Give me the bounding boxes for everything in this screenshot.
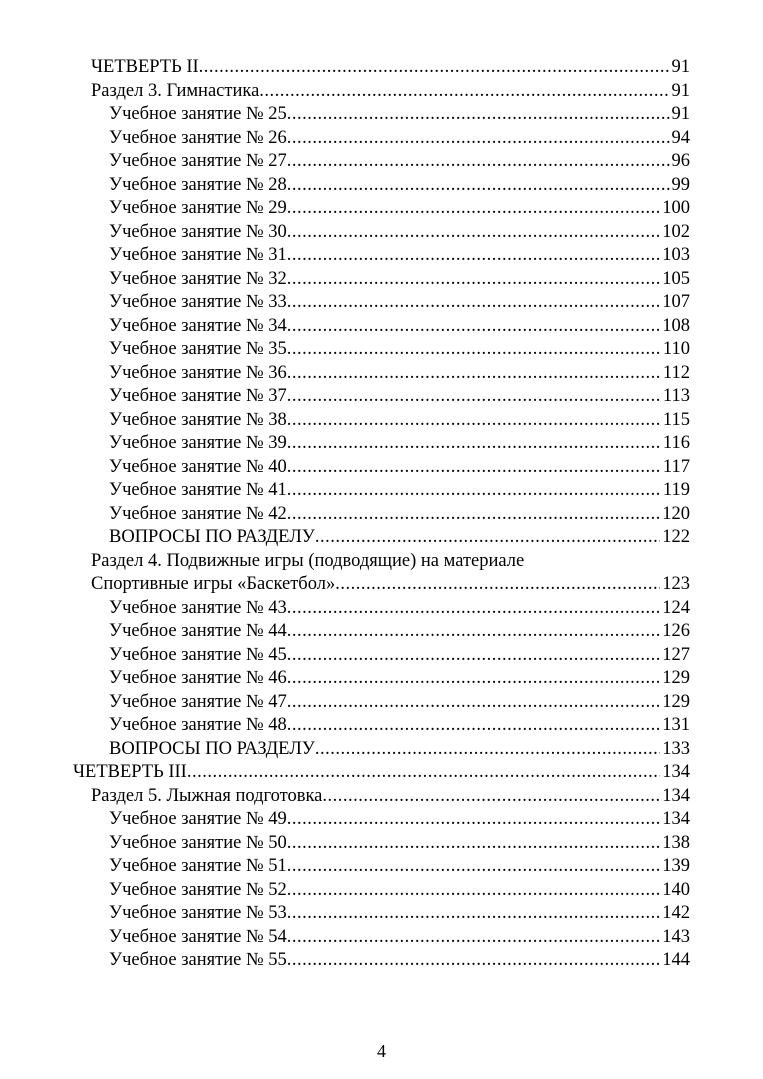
dot-leader (287, 385, 661, 409)
toc-entry (0, 785, 763, 809)
dot-leader (287, 597, 660, 621)
toc-entry (0, 808, 763, 832)
toc-entry-page: 113 (662, 386, 690, 406)
toc-entry-page: 124 (662, 597, 690, 618)
dot-leader (287, 409, 661, 433)
dot-leader (199, 56, 670, 80)
toc-entry-title: Учебное занятие № 54 (109, 926, 287, 950)
toc-entry-line (73, 761, 690, 785)
dot-leader (287, 432, 661, 456)
table-of-contents (0, 56, 763, 973)
dot-leader (287, 691, 660, 715)
dot-leader (287, 127, 670, 151)
toc-entry-page: 134 (662, 762, 690, 782)
toc-entry-title: ЧЕТВЕРТЬ II (91, 56, 199, 80)
toc-entry-page: 115 (662, 409, 690, 430)
toc-entry-title: Учебное занятие № 41 (109, 479, 287, 503)
toc-entry-title: Учебное занятие № 40 (109, 456, 287, 480)
toc-entry-title: Учебное занятие № 26 (109, 127, 287, 151)
toc-entry-page: 140 (662, 879, 690, 900)
toc-entry-title: Учебное занятие № 32 (109, 268, 287, 292)
dot-leader (287, 714, 660, 738)
toc-entry (0, 503, 763, 527)
toc-entry-line (109, 456, 690, 480)
toc-entry-page: 120 (662, 503, 690, 524)
toc-entry-line (109, 691, 690, 715)
dot-leader (335, 573, 660, 597)
toc-entry (0, 315, 763, 339)
toc-entry (0, 338, 763, 362)
toc-entry-page: 100 (662, 198, 690, 218)
dot-leader (287, 268, 660, 292)
toc-entry-line (109, 808, 690, 832)
toc-entry (0, 409, 763, 433)
toc-entry-page: 91 (671, 80, 690, 101)
toc-entry-line (109, 291, 690, 315)
toc-entry-line (109, 597, 690, 621)
toc-entry-title: ВОПРОСЫ ПО РАЗДЕЛУ (109, 526, 315, 550)
toc-entry-page: 131 (662, 715, 690, 735)
toc-entry (0, 268, 763, 292)
toc-entry (0, 832, 763, 856)
toc-entry (0, 902, 763, 926)
toc-entry-page: 127 (662, 644, 690, 665)
toc-entry-page: 110 (662, 339, 690, 359)
page-number: 4 (377, 1041, 386, 1061)
toc-entry-line (109, 150, 690, 174)
toc-entry (0, 879, 763, 903)
toc-entry-page: 96 (671, 151, 690, 171)
toc-entry-title: Учебное занятие № 46 (109, 667, 287, 691)
toc-entry-line (109, 714, 690, 738)
toc-entry-line (109, 503, 690, 527)
toc-entry (0, 644, 763, 668)
toc-entry-title: Учебное занятие № 36 (109, 362, 287, 386)
toc-entry-page: 129 (662, 691, 690, 712)
dot-leader (259, 80, 669, 104)
toc-entry-line (109, 221, 690, 245)
toc-entry (0, 714, 763, 738)
toc-entry-title: Учебное занятие № 49 (109, 808, 287, 832)
dot-leader (287, 808, 660, 832)
dot-leader (287, 103, 670, 127)
dot-leader (287, 902, 660, 926)
dot-leader (287, 949, 660, 973)
toc-entry-page: 91 (671, 57, 690, 77)
toc-entry-line (109, 926, 690, 950)
toc-entry-page: 134 (662, 809, 690, 829)
toc-entry-page: 108 (662, 315, 690, 336)
toc-entry-page: 117 (662, 456, 690, 477)
toc-entry-line (109, 902, 690, 926)
dot-leader (287, 244, 660, 268)
toc-entry-line (109, 362, 690, 386)
toc-entry-title: Учебное занятие № 28 (109, 174, 287, 198)
toc-entry-line (109, 244, 690, 268)
toc-entry (0, 597, 763, 621)
toc-entry-page: 116 (662, 433, 690, 453)
dot-leader (287, 315, 660, 339)
toc-entry (0, 667, 763, 691)
toc-entry-title: Учебное занятие № 38 (109, 409, 287, 433)
toc-entry-line (109, 385, 690, 409)
toc-entry (0, 691, 763, 715)
toc-entry-title: Учебное занятие № 44 (109, 620, 287, 644)
toc-entry (0, 926, 763, 950)
dot-leader (287, 644, 660, 668)
dot-leader (287, 479, 661, 503)
toc-entry-line (109, 644, 690, 668)
dot-leader (287, 503, 660, 527)
toc-entry-page: 105 (662, 268, 690, 289)
toc-entry-line (91, 785, 690, 809)
dot-leader (287, 174, 670, 198)
toc-entry-title: Учебное занятие № 35 (109, 338, 287, 362)
dot-leader (322, 785, 660, 809)
dot-leader (287, 620, 660, 644)
toc-entry-line (91, 573, 690, 597)
toc-entry-title: Учебное занятие № 51 (109, 855, 287, 879)
toc-entry-line (109, 174, 690, 198)
toc-entry-line (109, 479, 690, 503)
toc-entry (0, 855, 763, 879)
toc-entry-title: Учебное занятие № 34 (109, 315, 287, 339)
dot-leader (287, 338, 661, 362)
toc-entry-title: Учебное занятие № 42 (109, 503, 287, 527)
toc-entry-page: 142 (662, 903, 690, 923)
toc-entry-line (109, 620, 690, 644)
dot-leader (287, 456, 661, 480)
toc-entry-line (109, 949, 690, 973)
toc-entry (0, 127, 763, 151)
toc-entry-line (91, 56, 690, 80)
toc-entry-page: 94 (671, 127, 690, 148)
toc-entry (0, 385, 763, 409)
toc-entry-line (109, 268, 690, 292)
toc-entry-page: 99 (671, 174, 690, 195)
toc-entry-page: 122 (662, 527, 690, 547)
toc-entry-page: 91 (671, 104, 690, 124)
toc-entry-line (109, 315, 690, 339)
toc-entry (0, 761, 763, 785)
dot-leader (287, 879, 660, 903)
dot-leader (287, 926, 660, 950)
toc-entry-line (109, 738, 690, 762)
toc-entry (0, 456, 763, 480)
toc-entry-title: Учебное занятие № 52 (109, 879, 287, 903)
toc-entry-line (109, 879, 690, 903)
dot-leader (287, 197, 660, 221)
toc-entry-title: Раздел 3. Гимнастика (91, 80, 259, 104)
toc-entry (0, 432, 763, 456)
toc-entry-title: Учебное занятие № 37 (109, 385, 287, 409)
dot-leader (287, 362, 661, 386)
toc-entry-title: ВОПРОСЫ ПО РАЗДЕЛУ (109, 738, 315, 762)
toc-entry-title: ЧЕТВЕРТЬ III (73, 761, 187, 785)
dot-leader (187, 761, 660, 785)
toc-entry (0, 738, 763, 762)
toc-entry (0, 150, 763, 174)
toc-entry (0, 479, 763, 503)
toc-entry-page: 144 (662, 950, 690, 970)
dot-leader (287, 832, 660, 856)
dot-leader (287, 291, 660, 315)
toc-entry (0, 197, 763, 221)
toc-entry (0, 244, 763, 268)
toc-entry-line (109, 432, 690, 456)
toc-entry-title: Учебное занятие № 48 (109, 714, 287, 738)
toc-entry-page: 129 (662, 668, 690, 688)
dot-leader (287, 855, 660, 879)
toc-entry-line (91, 80, 690, 104)
toc-entry-line (109, 667, 690, 691)
toc-entry-line (109, 338, 690, 362)
toc-entry-page: 133 (662, 738, 690, 759)
toc-entry (0, 174, 763, 198)
toc-entry-page: 102 (662, 221, 690, 242)
toc-entry-title: Учебное занятие № 27 (109, 150, 287, 174)
toc-entry-title: Учебное занятие № 30 (109, 221, 287, 245)
toc-entry (0, 221, 763, 245)
toc-entry-page: 103 (662, 245, 690, 265)
toc-entry (0, 80, 763, 104)
toc-entry (0, 526, 763, 550)
toc-entry-page: 119 (662, 480, 690, 500)
toc-entry (0, 291, 763, 315)
dot-leader (315, 526, 660, 550)
toc-entry-line (109, 409, 690, 433)
toc-entry-page: 134 (662, 785, 690, 806)
dot-leader (287, 150, 670, 174)
toc-entry-page: 126 (662, 621, 690, 641)
toc-entry-title: Учебное занятие № 39 (109, 432, 287, 456)
toc-entry (0, 56, 763, 80)
toc-entry-page: 112 (662, 362, 690, 383)
toc-entry-page: 123 (662, 574, 690, 594)
toc-entry-title: Учебное занятие № 53 (109, 902, 287, 926)
toc-entry-page: 139 (662, 856, 690, 876)
toc-entry-title: Учебное занятие № 25 (109, 103, 287, 127)
toc-entry-page: 138 (662, 832, 690, 853)
toc-entry-title: Учебное занятие № 31 (109, 244, 287, 268)
toc-entry-title: Учебное занятие № 47 (109, 691, 287, 715)
toc-entry-title: Учебное занятие № 43 (109, 597, 287, 621)
toc-entry-title: Учебное занятие № 29 (109, 197, 287, 221)
toc-entry (0, 362, 763, 386)
toc-entry-title: Учебное занятие № 50 (109, 832, 287, 856)
toc-entry-line (109, 855, 690, 879)
dot-leader (287, 667, 660, 691)
toc-entry-title: Учебное занятие № 33 (109, 291, 287, 315)
toc-entry-title: Раздел 4. Подвижные игры (подводящие) на материале (91, 550, 525, 571)
toc-entry-line (109, 127, 690, 151)
toc-entry-line (109, 103, 690, 127)
toc-entry-title: Учебное занятие № 55 (109, 949, 287, 973)
toc-entry-title: Спортивные игры «Баскетбол» (91, 573, 335, 597)
toc-entry (0, 573, 763, 597)
toc-entry-line (109, 832, 690, 856)
toc-entry (0, 949, 763, 973)
toc-entry-line (109, 197, 690, 221)
toc-entry-line (109, 526, 690, 550)
dot-leader (287, 221, 660, 245)
toc-entry-page: 143 (662, 926, 690, 947)
toc-entry (0, 620, 763, 644)
toc-entry-title: Учебное занятие № 45 (109, 644, 287, 668)
dot-leader (315, 738, 660, 762)
toc-entry-title: Раздел 5. Лыжная подготовка (91, 785, 322, 809)
toc-entry (0, 550, 763, 574)
toc-entry (0, 103, 763, 127)
toc-entry-page: 107 (662, 292, 690, 312)
